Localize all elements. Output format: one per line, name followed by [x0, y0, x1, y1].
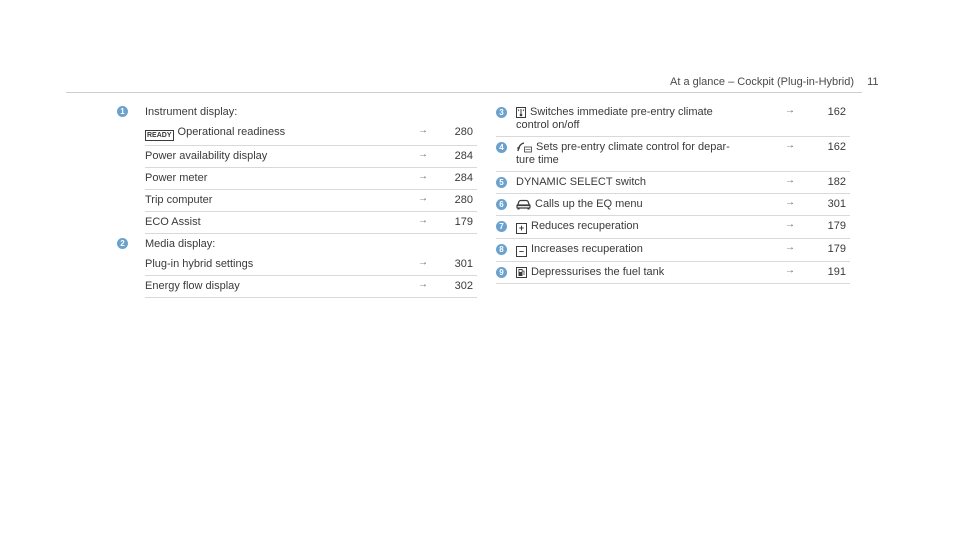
list-item[interactable] [145, 276, 477, 298]
item-title: Media display: [145, 238, 216, 250]
row-label: Plug-in hybrid settings [145, 258, 254, 270]
arrow-icon: → [418, 171, 428, 182]
item-number-badge: 2 [117, 238, 128, 249]
row-label: Trip computer [145, 194, 213, 206]
list-item[interactable] [496, 239, 850, 262]
list-item[interactable] [496, 216, 850, 239]
arrow-icon: → [418, 279, 428, 290]
plus-icon: + [516, 223, 527, 234]
arrow-icon: → [785, 242, 795, 253]
list-item[interactable] [145, 168, 477, 190]
list-item[interactable] [145, 190, 477, 212]
section-title: At a glance – Cockpit (Plug-in-Hybrid) [670, 76, 855, 88]
row-label: ECO Assist [145, 216, 201, 228]
arrow-icon: → [785, 265, 795, 276]
row-label: DYNAMIC SELECT switch [516, 176, 646, 188]
right-column [496, 102, 850, 284]
row-label: Calls up the EQ menu [535, 198, 643, 210]
left-column [117, 102, 477, 298]
arrow-icon: → [785, 105, 795, 116]
page-ref[interactable]: 301 [454, 258, 473, 270]
item-instrument-display [117, 102, 477, 234]
list-item[interactable] [496, 194, 850, 216]
list-item[interactable] [496, 102, 850, 137]
arrow-icon: → [418, 125, 428, 136]
row-label: Power meter [145, 172, 208, 184]
page-ref[interactable]: 179 [454, 216, 473, 228]
page-number: 11 [867, 76, 879, 88]
header-divider [66, 92, 862, 93]
page-ref[interactable]: 280 [454, 126, 473, 138]
climate-menu-icon [516, 142, 532, 153]
item-number-badge: 4 [496, 142, 507, 153]
arrow-icon: → [785, 219, 795, 230]
item-number-badge: 6 [496, 199, 507, 210]
item-heading [117, 102, 477, 122]
page-ref[interactable]: 280 [454, 194, 473, 206]
list-item[interactable] [145, 146, 477, 168]
ready-icon: READY [147, 132, 172, 139]
row-label: Power availability display [145, 150, 268, 162]
arrow-icon: → [785, 140, 795, 151]
item-title: Instrument display: [145, 106, 238, 118]
arrow-icon: → [418, 193, 428, 204]
list-item[interactable] [496, 262, 850, 284]
item-number-badge: 9 [496, 267, 507, 278]
arrow-icon: → [418, 257, 428, 268]
item-media-display [117, 234, 477, 298]
climate-icon [516, 107, 526, 118]
fuel-tank-icon [516, 267, 527, 278]
car-icon [516, 199, 531, 210]
list-item[interactable] [145, 212, 477, 234]
page-ref[interactable]: 179 [827, 243, 846, 255]
page-ref[interactable]: 179 [827, 220, 846, 232]
minus-icon: – [516, 246, 527, 257]
page-ref[interactable]: 162 [827, 106, 846, 118]
row-label: Switches immediate pre-entry climate control on/off [516, 106, 713, 131]
row-label: Reduces recuperation [531, 220, 639, 232]
item-number-badge: 7 [496, 221, 507, 232]
item-heading [117, 234, 477, 254]
item-number-badge: 8 [496, 244, 507, 255]
page-ref[interactable]: 301 [827, 198, 846, 210]
row-label: Depressurises the fuel tank [531, 266, 665, 278]
item-number-badge: 3 [496, 107, 507, 118]
item-number-badge: 5 [496, 177, 507, 188]
item-number-badge: 1 [117, 106, 128, 117]
row-label: Operational readiness [177, 126, 286, 138]
list-item[interactable] [145, 254, 477, 276]
page-ref[interactable]: 182 [827, 176, 846, 188]
page-ref[interactable]: 302 [454, 280, 473, 292]
row-label: Increases recuperation [531, 243, 643, 255]
page-header [670, 76, 879, 88]
arrow-icon: → [418, 149, 428, 160]
page-ref[interactable]: 284 [454, 172, 473, 184]
arrow-icon: → [785, 197, 795, 208]
list-item[interactable] [145, 122, 477, 146]
arrow-icon: → [785, 175, 795, 186]
page-ref[interactable]: 284 [454, 150, 473, 162]
row-label: Sets pre-entry climate control for depar-ture time [516, 141, 730, 166]
list-item[interactable] [496, 137, 850, 172]
row-label: Energy flow display [145, 280, 240, 292]
page-ref[interactable]: 191 [827, 266, 846, 278]
arrow-icon: → [418, 215, 428, 226]
page-ref[interactable]: 162 [827, 141, 846, 153]
list-item[interactable] [496, 172, 850, 194]
